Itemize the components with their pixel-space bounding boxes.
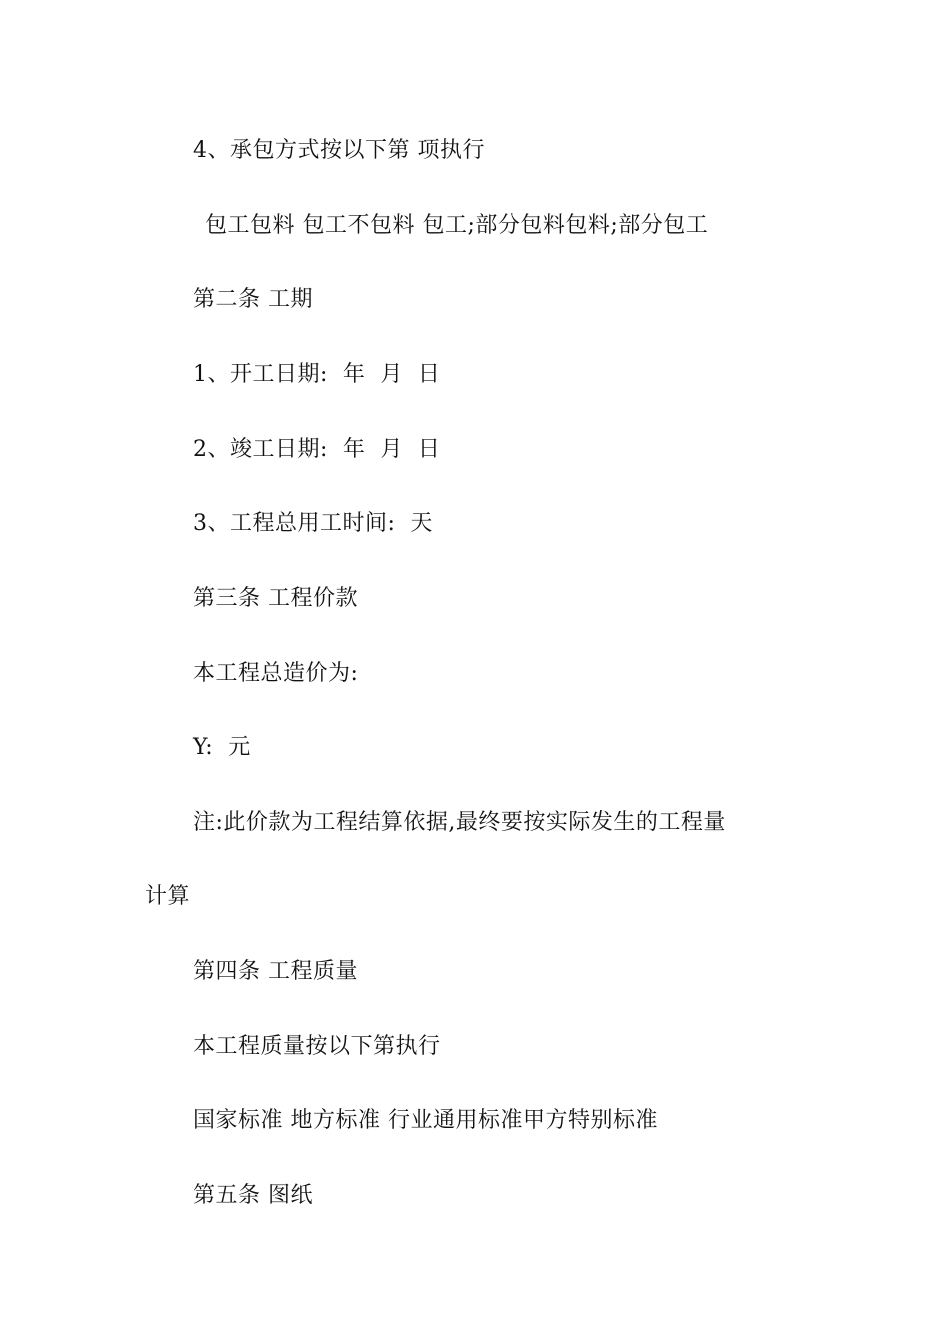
section-heading-price: 第三条 工程价款 bbox=[193, 586, 358, 611]
section-heading-schedule: 第二条 工期 bbox=[193, 287, 313, 312]
section-heading-quality: 第四条 工程质量 bbox=[193, 959, 358, 984]
contract-method-options: 包工包料 包工不包料 包工;部分包料包料;部分包工 bbox=[205, 213, 709, 238]
section-heading-drawings: 第五条 图纸 bbox=[193, 1183, 313, 1208]
start-date-line: 1、开工日期: 年 月 日 bbox=[193, 362, 441, 387]
price-note-continuation: 计算 bbox=[145, 884, 191, 909]
currency-amount-line: Y: 元 bbox=[193, 735, 251, 760]
price-note-line: 注:此价款为工程结算依据,最终要按实际发生的工程量 bbox=[193, 810, 726, 835]
total-cost-line: 本工程总造价为: bbox=[193, 661, 359, 686]
total-work-time-line: 3、工程总用工时间: 天 bbox=[193, 511, 433, 536]
quality-standard-options: 国家标准 地方标准 行业通用标准甲方特别标准 bbox=[193, 1108, 658, 1133]
completion-date-line: 2、竣工日期: 年 月 日 bbox=[193, 437, 441, 462]
quality-standard-line: 本工程质量按以下第执行 bbox=[193, 1034, 441, 1059]
clause-contract-method: 4、承包方式按以下第 项执行 bbox=[193, 138, 485, 163]
